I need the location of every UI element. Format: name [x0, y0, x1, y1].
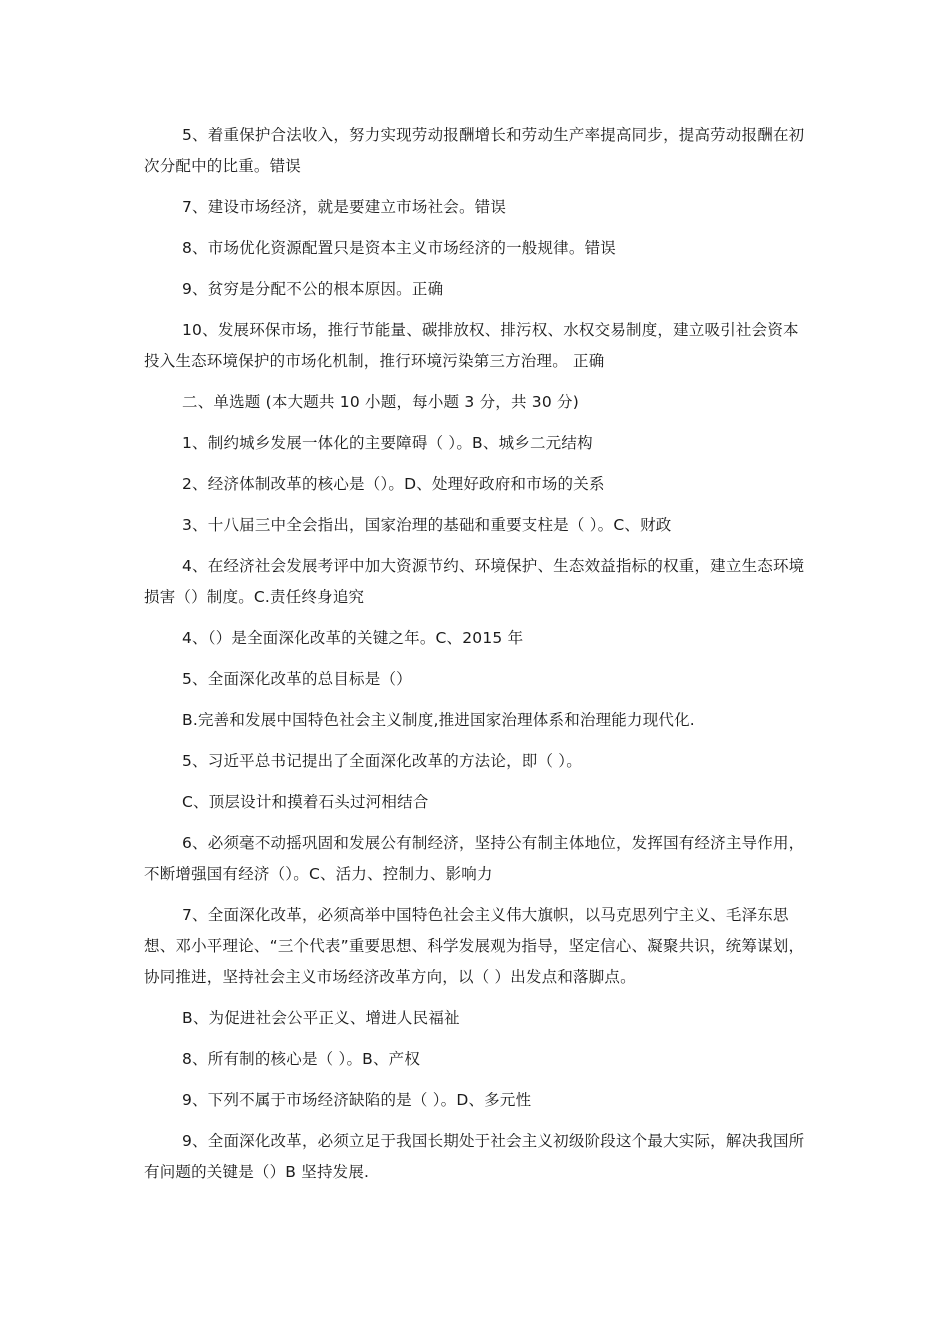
paragraph-21: 9、全面深化改革，必须立足于我国长期处于社会主义初级阶段这个最大实际，解决我国所有问题的关键是（）B 坚持发展.	[144, 1132, 805, 1181]
paragraph-15: C、顶层设计和摸着石头过河相结合	[182, 793, 429, 811]
paragraph-11: 4、（）是全面深化改革的关键之年。C、2015 年	[182, 629, 524, 647]
paragraph-17: 7、全面深化改革，必须高举中国特色社会主义伟大旗帜，以马克思列宁主义、毛泽东思想、邓小平理论、“三个代表”重要思想、科学发展观为指导，坚定信心、凝聚共识，统筹谋划，协同推进，坚持社会主义市场经济改革方向，以（ ）出发点和落脚点。	[144, 906, 805, 986]
paragraph-14: 5、习近平总书记提出了全面深化改革的方法论，即（ ）。	[182, 752, 582, 770]
paragraph-16: 6、必须毫不动摇巩固和发展公有制经济，坚持公有制主体地位，发挥国有经济主导作用，不断增强国有经济（）。C、活力、控制力、影响力	[144, 834, 805, 883]
paragraph-9: 3、十八届三中全会指出，国家治理的基础和重要支柱是（ ）。C、财政	[182, 516, 672, 534]
paragraph-19: 8、所有制的核心是（ ）。B、产权	[182, 1050, 421, 1068]
paragraph-18: B、为促进社会公平正义、增进人民福祉	[182, 1009, 460, 1027]
paragraph-2: 7、建设市场经济，就是要建立市场社会。错误	[182, 198, 507, 216]
document-body	[144, 120, 808, 1198]
paragraph-1: 5、着重保护合法收入，努力实现劳动报酬增长和劳动生产率提高同步，提高劳动报酬在初次分配中的比重。错误	[144, 126, 805, 175]
section-heading: 二、单选题 (本大题共 10 小题，每小题 3 分，共 30 分)	[182, 393, 579, 411]
paragraph-4: 9、贫穷是分配不公的根本原因。正确	[182, 280, 444, 298]
paragraph-10: 4、在经济社会发展考评中加大资源节约、环境保护、生态效益指标的权重，建立生态环境损害（）制度。C.责任终身追究	[144, 557, 805, 606]
paragraph-8: 2、经济体制改革的核心是（）。D、处理好政府和市场的关系	[182, 475, 605, 493]
paragraph-3: 8、市场优化资源配置只是资本主义市场经济的一般规律。错误	[182, 239, 616, 257]
paragraph-20: 9、下列不属于市场经济缺陷的是（ ）。D、多元性	[182, 1091, 532, 1109]
paragraph-12: 5、全面深化改革的总目标是（）	[182, 670, 412, 688]
paragraph-13: B.完善和发展中国特色社会主义制度,推进国家治理体系和治理能力现代化.	[182, 711, 695, 729]
paragraph-5: 10、发展环保市场，推行节能量、碳排放权、排污权、水权交易制度，建立吸引社会资本投入生态环境保护的市场化机制，推行环境污染第三方治理。 正确	[144, 321, 799, 370]
paragraph-7: 1、制约城乡发展一体化的主要障碍（ ）。B、城乡二元结构	[182, 434, 593, 452]
